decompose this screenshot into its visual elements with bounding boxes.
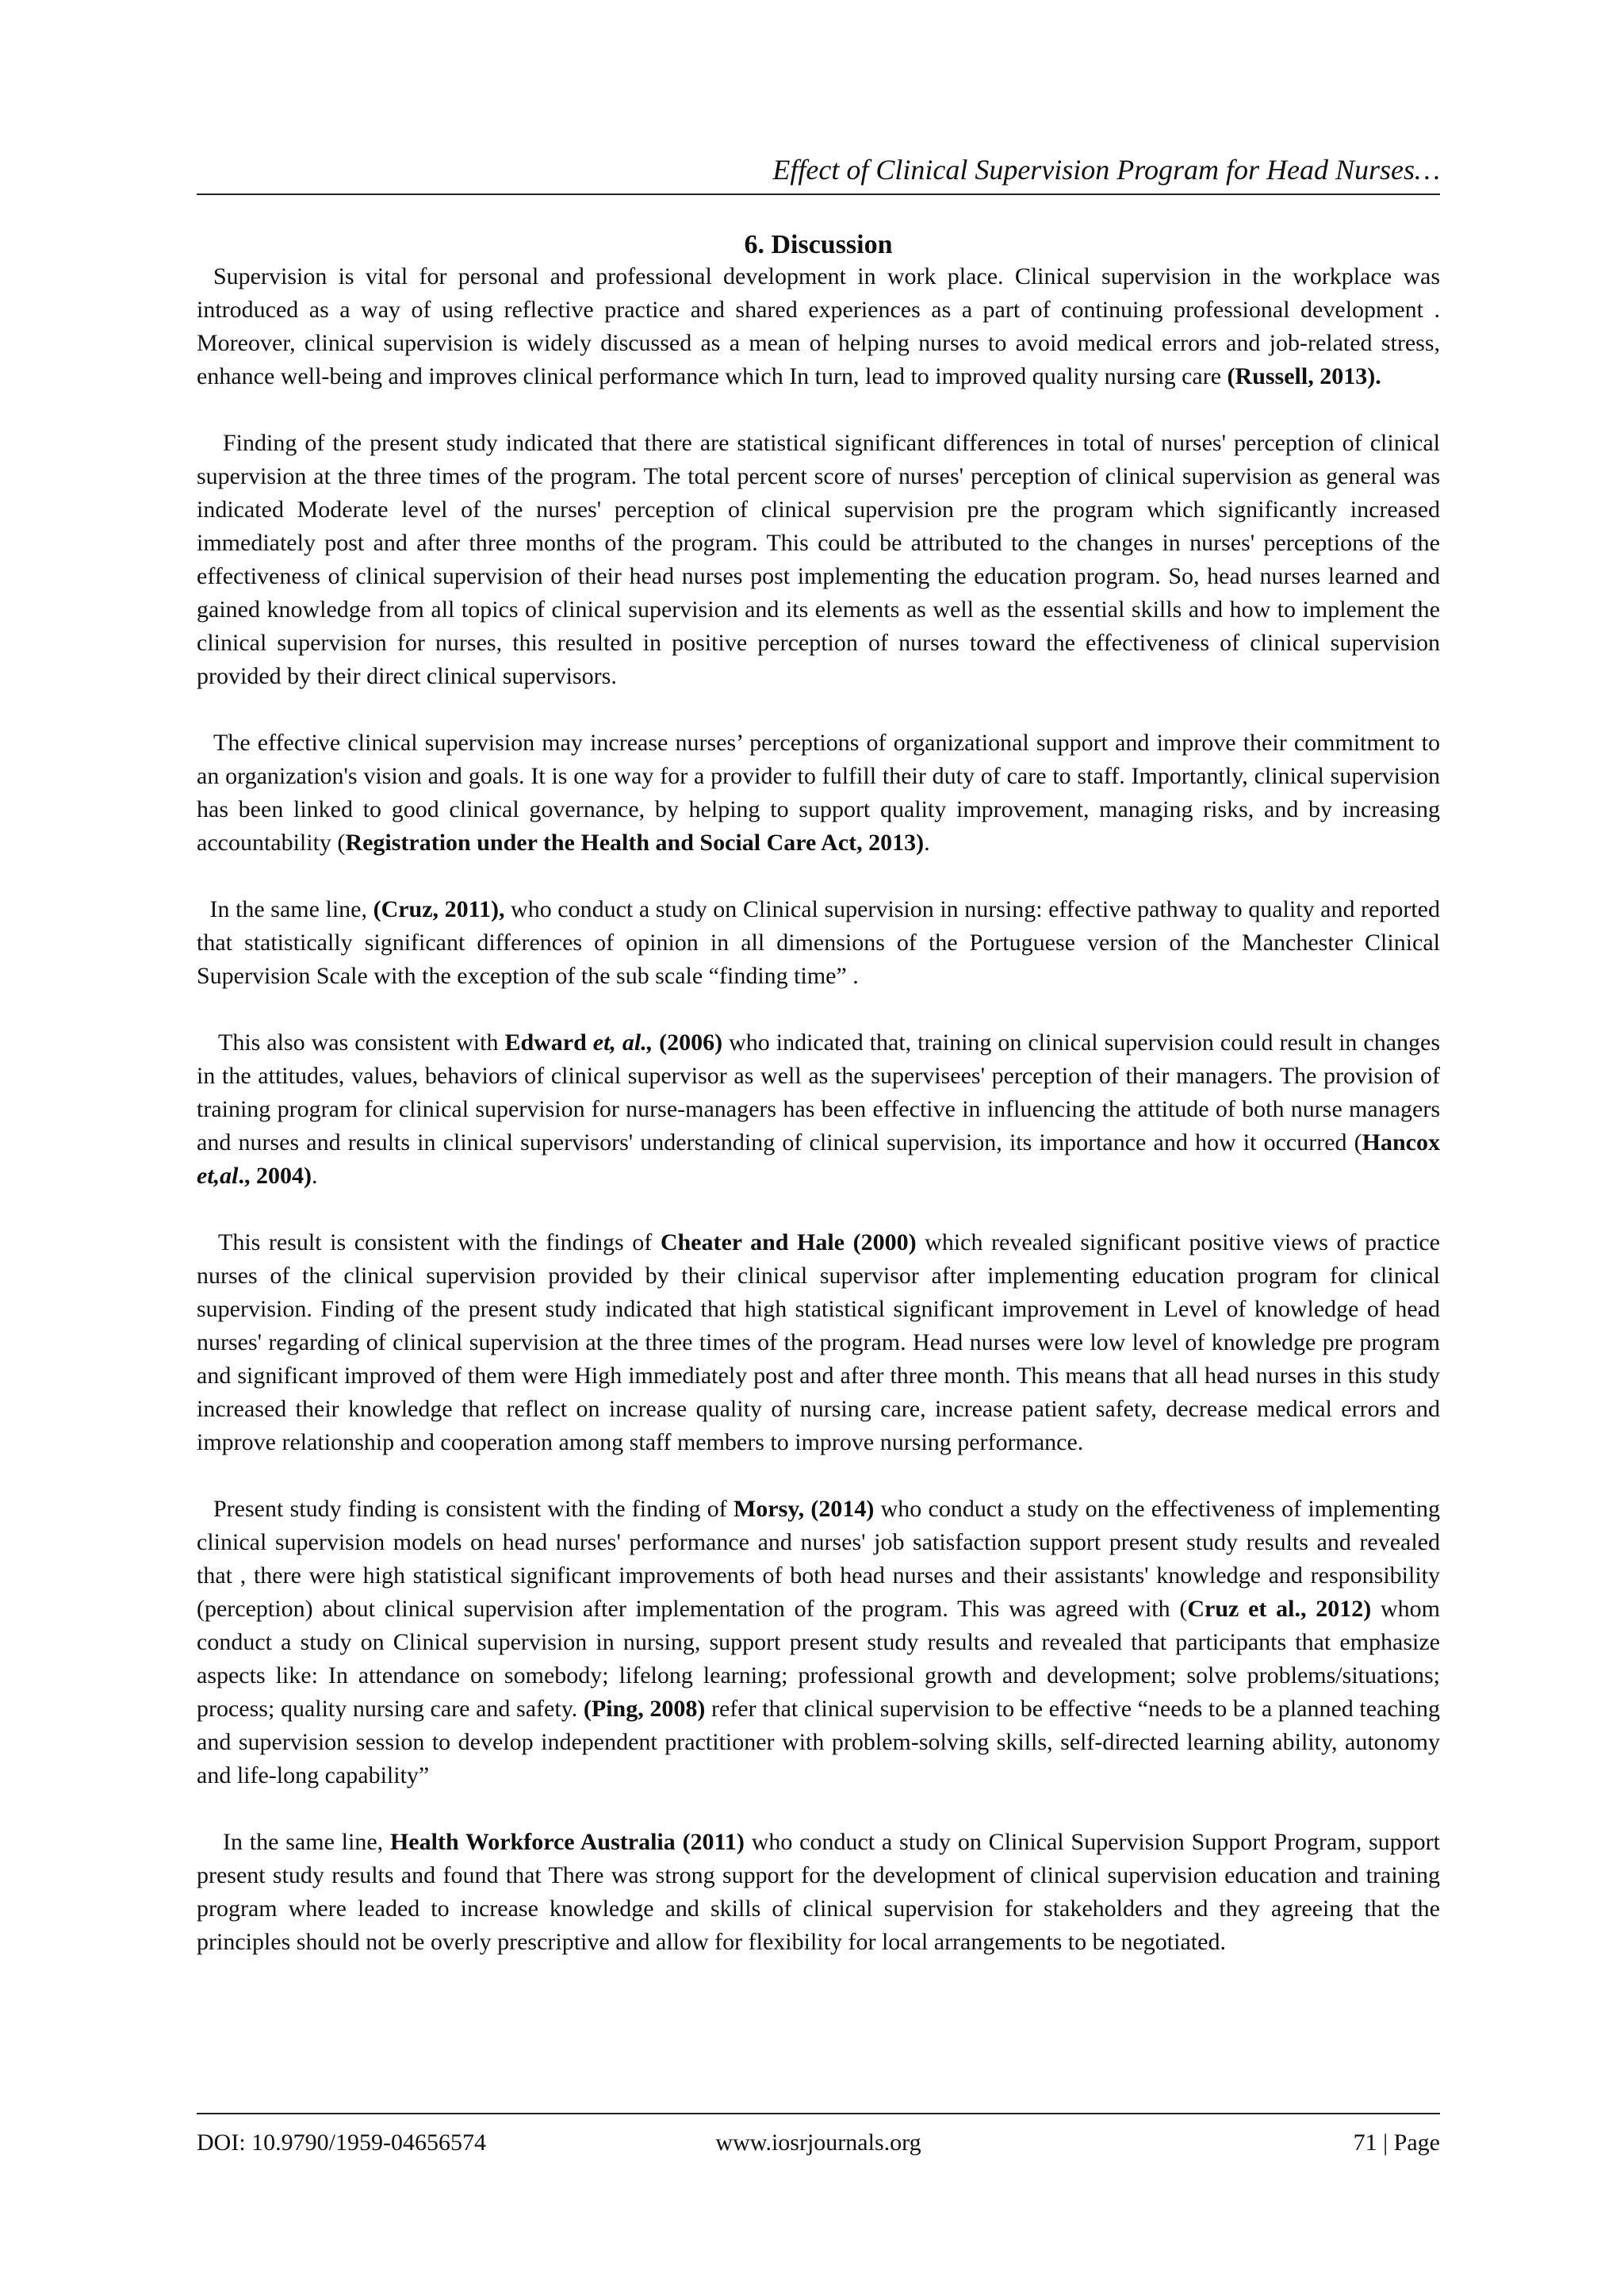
paragraph-text: which revealed significant positive views of practice nurses of the clinical supervision provided by their clinical supervisor after implementing education program for clinical supervision. Finding of the present study indicated that high statistical significant improvement in Level of knowledge of head nurses' regarding of clinical supervision at the three times of the program. Head nurses were low level of knowledge pre program and significant improved of them were High immediately post and after three month. This means that all head nurses in this study increased their knowledge that reflect on increase quality of nursing care, increase patient safety, decrease medical errors and improve relationship and cooperation among staff members to improve nursing performance.	[197, 1229, 1440, 1455]
paragraph-text: This also was consistent with	[218, 1029, 505, 1056]
citation-reference: Registration under the Health and Social Care Act, 2013)	[345, 830, 925, 856]
doi-label: DOI: 10.9790/1959-04656574	[197, 2129, 486, 2156]
citation-emphasis-italic: et,al	[197, 1163, 239, 1189]
citation-reference: Morsy, (2014)	[733, 1496, 875, 1522]
discussion-paragraph	[197, 1493, 1440, 1792]
discussion-paragraph	[197, 726, 1440, 860]
citation-emphasis	[593, 1029, 653, 1056]
paragraph-text: who conduct a study on Clinical supervision in nursing: effective pathway to quality and reported that statistically significant differences of opinion in all dimensions of the Portuguese version of the Manchester Clinical Supervision Scale with the exception of the sub scale “finding time” .	[197, 896, 1440, 989]
citation-reference: (Ping, 2008)	[583, 1696, 706, 1722]
discussion-body	[197, 260, 1440, 1992]
paragraph-text: .	[924, 830, 930, 856]
citation-reference: Health Workforce Australia (2011)	[389, 1829, 745, 1855]
footer-rule	[197, 2113, 1440, 2114]
discussion-paragraph	[197, 427, 1440, 693]
page-footer	[197, 2125, 1440, 2160]
paragraph-text: who conduct a study on the effectiveness of implementing clinical supervision models on head nurses' performance and nurses' job satisfaction support present study results and revealed that , there were high statistical significant improvements of both head nurses and their assistants' knowledge and responsibility (perception) about clinical supervision after implementation of the program. This was agreed with (	[197, 1496, 1440, 1622]
discussion-paragraph	[197, 1826, 1440, 1959]
citation-reference: ., 2004)	[238, 1163, 312, 1189]
paragraph-text: .	[312, 1163, 318, 1189]
citation-reference: Edward	[504, 1029, 593, 1056]
discussion-paragraph	[197, 1226, 1440, 1459]
citation-reference: Cheater and Hale (2000)	[660, 1229, 917, 1255]
discussion-paragraph	[197, 260, 1440, 393]
citation-reference: (Russell, 2013).	[1227, 363, 1381, 389]
paragraph-text: This result is consistent with the findings of	[218, 1229, 661, 1255]
citation-emphasis	[197, 1163, 239, 1189]
discussion-paragraph	[197, 893, 1440, 993]
citation-reference: Hancox	[1362, 1129, 1440, 1156]
citation-emphasis-italic: et, al.,	[592, 1029, 653, 1056]
paragraph-text: who conduct a study on Clinical Supervision Support Program, support present study results and found that There was strong support for the development of clinical supervision education and training program where leaded to increase knowledge and skills of clinical supervision for stakeholders and they agreeing that the principles should not be overly prescriptive and allow for flexibility for local arrangements to be negotiated.	[197, 1829, 1440, 1955]
paragraph-text: Supervision is vital for personal and professional development in work place. Clinical supervision in the workplace was introduced as a way of using reflective practice and shared experiences as a part of continuing professional development . Moreover, clinical supervision is widely discussed as a mean of helping nurses to avoid medical errors and job-related stress, enhance well-being and improves clinical performance which In turn, lead to improved quality nursing care	[197, 263, 1440, 389]
running-title: Effect of Clinical Supervision Program for Head Nurses…	[772, 154, 1440, 186]
paragraph-text: Present study finding is consistent with the finding of	[213, 1496, 733, 1522]
citation-reference: (Cruz, 2011),	[373, 896, 505, 922]
citation-reference: Cruz et al., 2012)	[1187, 1596, 1372, 1622]
paragraph-text: refer that clinical supervision to be effective “needs to be a planned teaching and supervision session to develop independent practitioner with problem-solving skills, self-directed learning ability, autonomy and life-long capability”	[197, 1696, 1441, 1788]
citation-reference: (2006)	[653, 1029, 723, 1056]
header-rule	[197, 194, 1440, 195]
paragraph-text: In the same line,	[223, 1829, 390, 1855]
paragraph-text: who indicated that, training on clinical supervision could result in changes in the attitudes, values, behaviors of clinical supervisor as well as the supervisees' perception of their managers. The provision of training program for clinical supervision for nurse-managers has been effective in influencing the attitude of both nurse managers and nurses and results in clinical supervisors' understanding of clinical supervision, its importance and how it occurred (	[197, 1029, 1441, 1156]
journal-website: www.iosrjournals.org	[715, 2129, 921, 2156]
paragraph-text: whom conduct a study on Clinical supervision in nursing, support present study results and revealed that participants that emphasize aspects like: In attendance on somebody; lifelong learning; professional growth and development; solve problems/situations; process; quality nursing care and safety.	[197, 1596, 1440, 1722]
discussion-paragraph	[197, 1026, 1440, 1193]
paragraph-text: The effective clinical supervision may increase nurses’ perceptions of organizational support and improve their commitment to an organization's vision and goals. It is one way for a provider to fulfill their duty of care to staff. Importantly, clinical supervision has been linked to good clinical governance, by helping to support quality improvement, managing risks, and by increasing accountability (	[197, 730, 1440, 856]
page-number: 71 | Page	[1353, 2129, 1440, 2156]
paragraph-text: In the same line,	[209, 896, 373, 922]
paragraph-text: Finding of the present study indicated that there are statistical significant differences in total of nurses' perception of clinical supervision at the three times of the program. The total percent score of nurses' perception of clinical supervision as general was indicated Moderate level of the nurses' perception of clinical supervision pre the program which significantly increased immediately post and after three months of the program. This could be attributed to the changes in nurses' perceptions of the effectiveness of clinical supervision of their head nurses post implementing the education program. So, head nurses learned and gained knowledge from all topics of clinical supervision and its elements as well as the essential skills and how to implement the clinical supervision for nurses, this resulted in positive perception of nurses toward the effectiveness of clinical supervision provided by their direct clinical supervisors.	[197, 430, 1440, 689]
section-title: 6. Discussion	[744, 230, 893, 259]
